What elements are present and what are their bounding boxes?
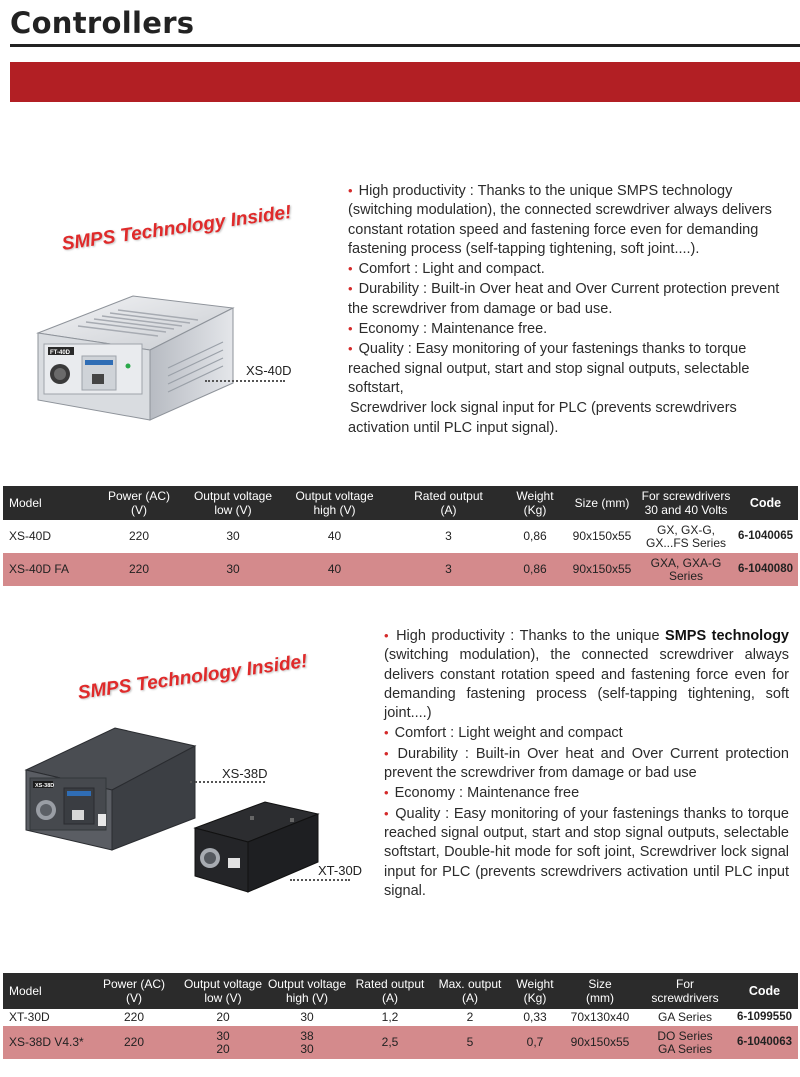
table-row: XS-38D V4.3* 220 30 20 38 30 2,5 5 0,7 90x150x55 DO Series GA Series 6-1040063 [3, 1026, 798, 1059]
section1-features [348, 181, 788, 438]
col-model: Model [3, 973, 87, 1009]
xs-38d-label: XS-38D [222, 766, 268, 781]
feature-item: • Durability : Built-in Over heat and Over Current protection prevent the screwdriver from damage or bad use [384, 745, 789, 782]
feature-item: • Durability : Built-in Over heat and Over Current protection prevent the screwdriver from damage or bad use. [348, 281, 780, 317]
xs-38d-device-image [20, 718, 200, 853]
col-size: Size (mm) [561, 973, 639, 1009]
brand-red-band [10, 62, 800, 102]
xt-30d-label: XT-30D [318, 863, 363, 878]
col-power: Power (AC) (V) [89, 486, 189, 520]
col-rated: Rated output (A) [392, 486, 505, 520]
spec-table-2 [3, 973, 798, 1059]
feature-item: • Economy : Maintenance free. [348, 321, 548, 338]
col-code: Code [733, 486, 798, 520]
smps-badge-2: SMPS Technology Inside! [76, 650, 309, 704]
col-code: Code [731, 973, 798, 1009]
page-title: Controllers [10, 6, 195, 40]
col-weight: Weight (Kg) [505, 486, 565, 520]
col-weight: Weight (Kg) [509, 973, 561, 1009]
table-row: XS-40D FA 220 30 40 3 0,86 90x150x55 GXA, GXA-G Series 6-1040080 [3, 553, 798, 586]
feature-item: • Quality : Easy monitoring of your fastenings thanks to torque reached signal output, start and stop signal outputs, selectable softstart, [348, 341, 750, 396]
feature-item: Screwdriver lock signal input for PLC (prevents screwdrivers activation until PLC input signal). [348, 400, 737, 436]
section2-features [384, 626, 789, 901]
table-header-row [3, 486, 798, 520]
xt-30d-callout-line [290, 879, 350, 881]
table-row: XT-30D 220 20 30 1,2 2 0,33 70x130x40 GA Series 6-1099550 [9, 1010, 792, 1024]
col-max: Max. output (A) [431, 973, 509, 1009]
col-vhigh: Output voltage high (V) [265, 973, 349, 1009]
col-model: Model [3, 486, 89, 520]
xs-40d-front-label: FT-40D [50, 350, 71, 356]
xs-40d-label: XS-40D [246, 363, 292, 378]
feature-item: • Quality : Easy monitoring of your fastenings thanks to torque reached signal output, start and stop signal outputs, selectable softstart, Double-hit mode for soft joint, Screwdriver lock signal input for PLC (prevents screwdrivers activation until PLC input signal. [384, 805, 789, 899]
col-screwdrivers: For screwdrivers 30 and 40 Volts [639, 486, 733, 520]
col-power: Power (AC) (V) [87, 973, 181, 1009]
col-vlow: Output voltage low (V) [189, 486, 277, 520]
smps-badge-1: SMPS Technology Inside! [60, 201, 293, 255]
col-size: Size (mm) [565, 486, 639, 520]
title-divider [10, 44, 800, 47]
xs-40d-callout-line [205, 380, 285, 382]
xs-40d-device-image [28, 278, 238, 428]
feature-item: • Comfort : Light and compact. [348, 261, 545, 278]
feature-item: • Comfort : Light weight and compact [384, 725, 623, 742]
xs-38d-callout-line [190, 781, 265, 783]
col-screwdrivers: For screwdrivers [639, 973, 731, 1009]
col-vlow: Output voltage low (V) [181, 973, 265, 1009]
xs-38d-front-label: XS-38D [35, 783, 55, 789]
xt-30d-device-image [190, 796, 320, 896]
spec-table-1 [3, 486, 798, 586]
table-header-row [3, 973, 798, 1009]
feature-item: • High productivity : Thanks to the unique SMPS technology (switching modulation), the connected screwdriver always delivers constant rotation speed and fastening force even for demanding fastening process (self-tapping tightening, soft joint....). [348, 183, 772, 257]
feature-item: • High productivity : Thanks to the unique SMPS technology (switching modulation), the connected screwdriver always delivers constant rotation speed and fastening force even for demanding fastening process (self-tapping tightening, soft joint....) [384, 628, 789, 722]
table-row: XS-40D 220 30 40 3 0,86 90x150x55 GX, GX-G, GX...FS Series 6-1040065 [9, 522, 793, 550]
col-vhigh: Output voltage high (V) [277, 486, 392, 520]
col-rated: Rated output (A) [349, 973, 431, 1009]
feature-item: • Economy : Maintenance free [384, 785, 580, 802]
